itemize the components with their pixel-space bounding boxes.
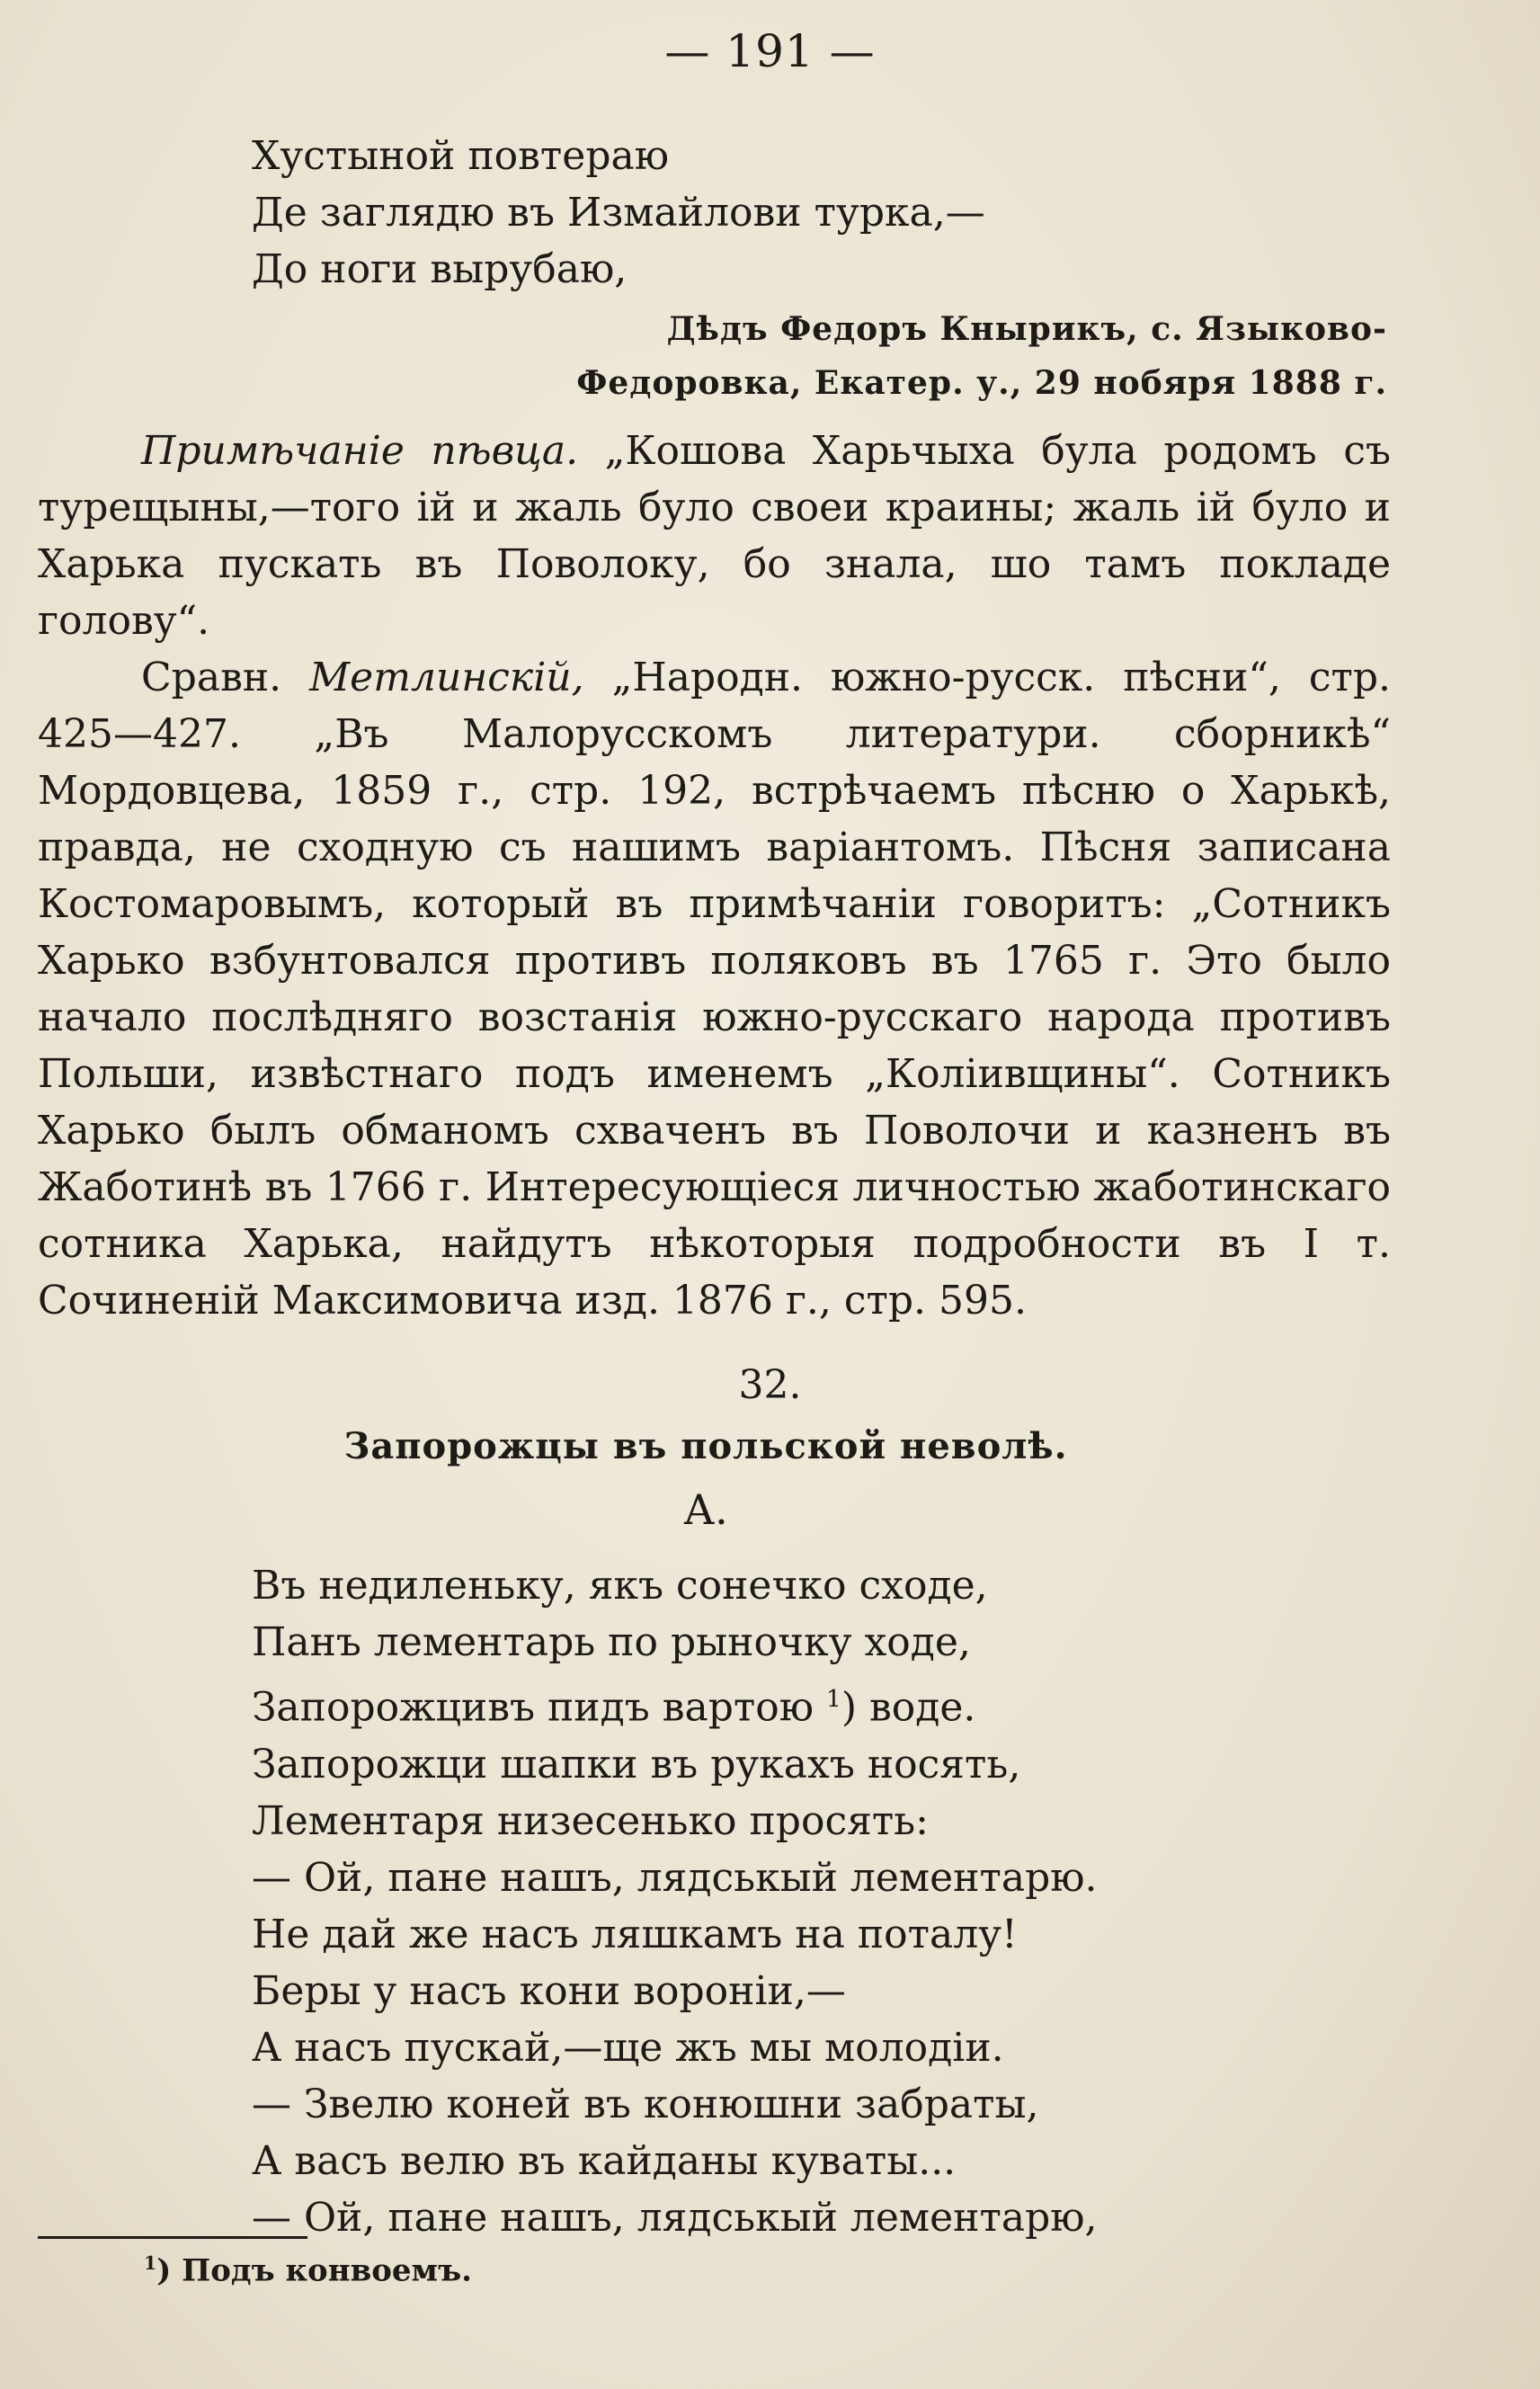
song-line-text: Запорожцивъ пидъ вартою	[252, 1684, 815, 1731]
compare-text: „Народн. южно-русск. пѣсни“, стр. 425—427. „Въ Малорусскомъ литератури. сборникѣ“ Мордовцева, 1859 г., стр. 192, встрѣчаемъ пѣсню о Харькѣ, правда, не сходную съ нашимъ варіантомъ. Пѣсня записана Костомаровымъ, который въ примѣчаніи говоритъ: „Сотникъ Харько взбунтовался противъ поляковъ въ 1765 г. Это было начало послѣдняго возстанія южно-русскаго народа противъ Польши, извѣстнаго подъ именемъ „Коліивщины“. Сотникъ Харько былъ обманомъ схваченъ въ Поволочи и казненъ въ Жаботинѣ въ 1766 г. Интересующіеся личностью жаботинскаго сотника Харька, найдутъ нѣкоторыя подробности въ I т. Сочиненій Максимовича изд. 1876 г., стр. 595.	[38, 655, 1391, 1324]
footnote-ref: 1	[826, 1685, 841, 1713]
song-number: 32.	[738, 1362, 802, 1408]
song-verse	[252, 1557, 1098, 2246]
compare-prefix: Сравн.	[141, 655, 282, 700]
compare-author: Метлинскій,	[309, 655, 584, 700]
comparison-paragraph	[38, 649, 1391, 1329]
verse-line: До ноги вырубаю,	[252, 246, 628, 292]
footnote	[144, 2252, 472, 2288]
singer-note-paragraph	[38, 423, 1391, 649]
singer-attribution-line-2: Федоровка, Екатер. у., 29 нобяря 1888 г.	[576, 364, 1387, 402]
verse-line: Хустыной повтераю	[252, 133, 670, 179]
song-line: Запорожци шапки въ рукахъ носять,	[252, 1741, 1021, 1787]
song-line: — Ой, пане нашъ, лядськый лементарю.	[252, 1854, 1098, 1901]
song-line: А васъ велю въ кайданы куваты...	[252, 2137, 957, 2184]
song-variant: А.	[683, 1485, 728, 1534]
page-number: — 191 —	[664, 25, 876, 77]
singer-attribution-line-1: Дѣдъ Федоръ Кнырикъ, с. Языково-	[666, 310, 1387, 348]
song-line-tail: ) воде.	[841, 1684, 976, 1731]
song-line: Панъ лементарь по рыночку ходе,	[252, 1619, 971, 1665]
note-label: Примѣчаніе пѣвца.	[141, 428, 579, 474]
footnote-divider	[38, 2236, 307, 2239]
verse-top	[252, 128, 985, 298]
song-line: Не дай же насъ ляшкамъ на поталу!	[252, 1911, 1018, 1957]
verse-line: Де заглядю въ Измайлови турка,—	[252, 190, 985, 236]
song-line: Лементаря низесенько просять:	[252, 1797, 929, 1844]
song-line: А насъ пускай,—ще жъ мы молодіи.	[252, 2024, 1004, 2071]
song-line-with-footnote	[252, 1671, 1098, 1736]
song-line: — Звелю коней въ конюшни забраты,	[252, 2081, 1039, 2127]
song-line: Въ недиленьку, якъ сонечко сходе,	[252, 1563, 988, 1609]
note-text: „Кошова Харьчыха була родомъ съ турещыны,—того ій и жаль було своеи краины; жаль ій було и Харька пускать въ Поволоку, бо знала, шо тамъ покладе голову“.	[38, 428, 1391, 644]
footnote-text: ) Подъ конвоемъ.	[156, 2252, 472, 2289]
song-line: — Ой, пане нашъ, лядськый лементарю,	[252, 2194, 1098, 2241]
song-line: Беры у насъ кони вороніи,—	[252, 1967, 846, 2014]
song-title: Запорожцы въ польской неволѣ.	[343, 1425, 1068, 1467]
footnote-mark: 1	[144, 2252, 157, 2274]
